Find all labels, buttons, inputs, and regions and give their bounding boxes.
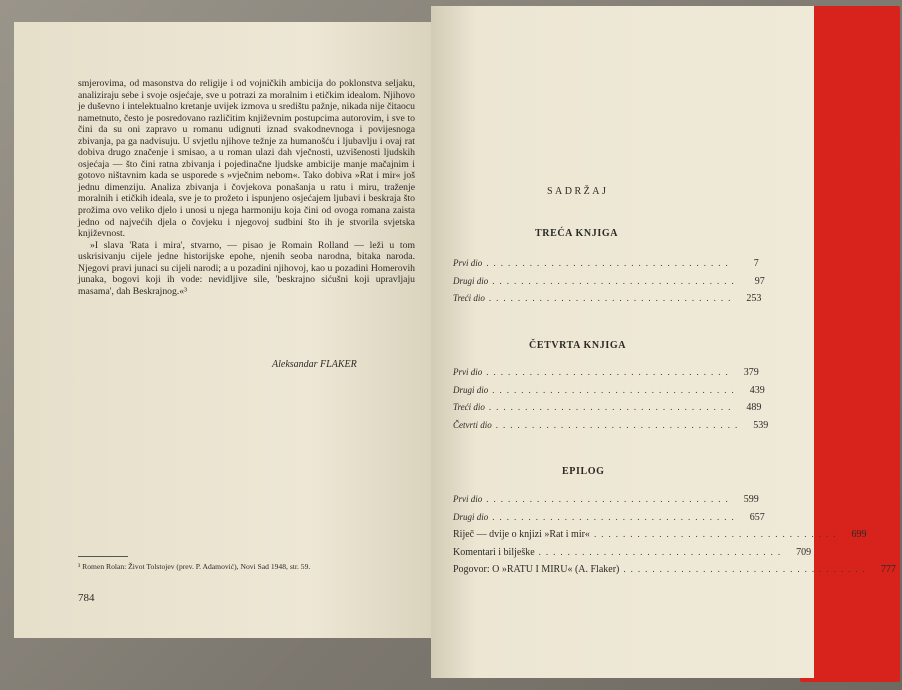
toc-entry-label: Prvi dio xyxy=(453,494,483,504)
toc-entry-page: 7 xyxy=(753,258,759,269)
page-number: 784 xyxy=(78,592,95,604)
toc-entry[interactable] xyxy=(453,494,759,512)
section-heading: EPILOG xyxy=(562,466,605,477)
toc-entry-label: Treći dio xyxy=(453,402,485,412)
leader-dots: .................................. xyxy=(486,494,733,504)
book-cover xyxy=(800,6,900,682)
leader-dots: .................................. xyxy=(492,511,739,522)
toc-title: SADRŽAJ xyxy=(547,186,609,197)
toc-entry-page: 777 xyxy=(880,564,896,575)
toc-entry-label: Prvi dio xyxy=(453,367,483,377)
author-signature: Aleksandar FLAKER xyxy=(272,359,357,370)
toc-entry[interactable] xyxy=(453,402,762,420)
toc-entry-label: Prvi dio xyxy=(453,258,483,268)
section-heading: ČETVRTA KNJIGA xyxy=(529,340,627,351)
toc-entry[interactable] xyxy=(453,529,867,547)
toc-list xyxy=(453,494,896,582)
leader-dots: .................................. xyxy=(488,293,736,303)
toc-entry-page: 599 xyxy=(743,494,759,505)
toc-entry[interactable] xyxy=(453,258,759,276)
leader-dots: .................................. xyxy=(538,546,786,557)
footnote: ³ Romen Rolan: Život Tolstojev (prev. P. Adamović), Novi Sad 1948, str. 59. xyxy=(78,562,311,571)
leader-dots: .................................. xyxy=(492,275,739,286)
toc-entry-page: 379 xyxy=(743,367,759,378)
left-page xyxy=(14,22,437,638)
leader-dots: .................................. xyxy=(492,384,739,395)
section-heading: TREĆA KNJIGA xyxy=(535,228,619,239)
toc-entry-label: Drugi dio xyxy=(453,511,489,522)
right-page xyxy=(431,6,896,678)
toc-entry[interactable] xyxy=(453,419,769,438)
toc-entry[interactable] xyxy=(453,511,765,530)
toc-entry-page: 709 xyxy=(796,546,812,558)
paragraph: »I slava 'Rata i mira', stvarno, — pisao je Romain Rolland — leži u tom uskrisivanju cijele jedne historijske epohe, njenih seoba narodna, bitaka naroda. Njegovi pravi junaci su cijeli narodi; a u pozadini njihovoj, kao u pozadini Homerovih junaka, bogovi koji ih vode: nevidljive sile, 'beskrajno sićušni koji upravljaju masama', dah Beskrajnog.«³ xyxy=(78,239,415,297)
leader-dots: .................................. xyxy=(486,367,733,377)
toc-entry-page: 253 xyxy=(746,293,762,304)
footnote-divider xyxy=(78,556,128,557)
toc-entry[interactable] xyxy=(453,293,762,311)
toc-entry-page: 439 xyxy=(749,384,765,396)
toc-entry-label: Komentari i bilješke xyxy=(453,546,535,558)
toc-list xyxy=(453,258,765,311)
toc-entry-page: 657 xyxy=(749,511,765,523)
body-text xyxy=(78,78,415,297)
toc-entry-label: Četvrti dio xyxy=(453,419,492,430)
toc-entry-page: 539 xyxy=(753,419,769,431)
toc-entry-page: 699 xyxy=(851,529,867,540)
paragraph: smjerovima, od masonstva do religije i od vojničkih ambicija do poklonstva seljaku, analiziraju sebe i svoje osjećaje, sve u potrazi za moralnim i etičkim idealom. Njihovo je duševno i intelektualno kretanje uvijek izmova u središtu pažnje, nikada nije čitaocu nametnuto, često je posredovano različitim književnim postupcima autorovim, i sve to čini da su oni zapravo u romanu udignuti iznad svakodnevnoga i povijesnoga zbivanja, pa ga nadvisuju. U svjetlu njihove težnje za humanošću i ljubavlju i ovaj rat dobiva drugo značenje i smisao, a u roman ulazi dah vječnosti, uzvišenosti ljudskih osjećaja — što čini ratna zbivanja i pojedinačne ljudske ambicije manje mačajnim i gotovo ništavnim kada se usporede s »vječnim nebom«. Tako dobiva »Rat i mir« još jednu dimenziju. Analiza zbivanja i čovjekova ponašanja u ratu i miru, traženje moralnih i etičkih ideala, sve je to prožeto i ispunjeno osjećajem ljubavi i beskraja što prožima ovo veliko djelo i unosi u njega harmoniju koja čini od ovoga romana zaista jedno od najvećih djela o čovjeku i njegovoj sudbini što ih je stvorila svjetska književnost. xyxy=(78,78,415,240)
toc-entry-label: Riječ — dvije o knjizi »Rat i mir« xyxy=(453,529,590,540)
toc-list xyxy=(453,367,769,437)
toc-entry-page: 489 xyxy=(746,402,762,413)
leader-dots: .................................. xyxy=(486,258,733,268)
toc-entry[interactable] xyxy=(453,367,759,385)
toc-entry[interactable] xyxy=(453,564,896,582)
leader-dots: .................................. xyxy=(488,402,736,412)
toc-entry-label: Drugi dio xyxy=(453,275,489,286)
toc-entry-page: 97 xyxy=(754,275,765,287)
toc-entry[interactable] xyxy=(453,275,765,294)
toc-entry-label: Drugi dio xyxy=(453,384,489,395)
toc-entry[interactable] xyxy=(453,546,812,565)
leader-dots: .................................. xyxy=(623,564,870,574)
toc-entry-label: Pogovor: O »RATU I MIRU« (A. Flaker) xyxy=(453,564,620,575)
leader-dots: .................................. xyxy=(593,529,841,539)
toc-entry[interactable] xyxy=(453,384,765,403)
toc-entry-label: Treći dio xyxy=(453,293,485,303)
leader-dots: .................................. xyxy=(495,419,743,430)
